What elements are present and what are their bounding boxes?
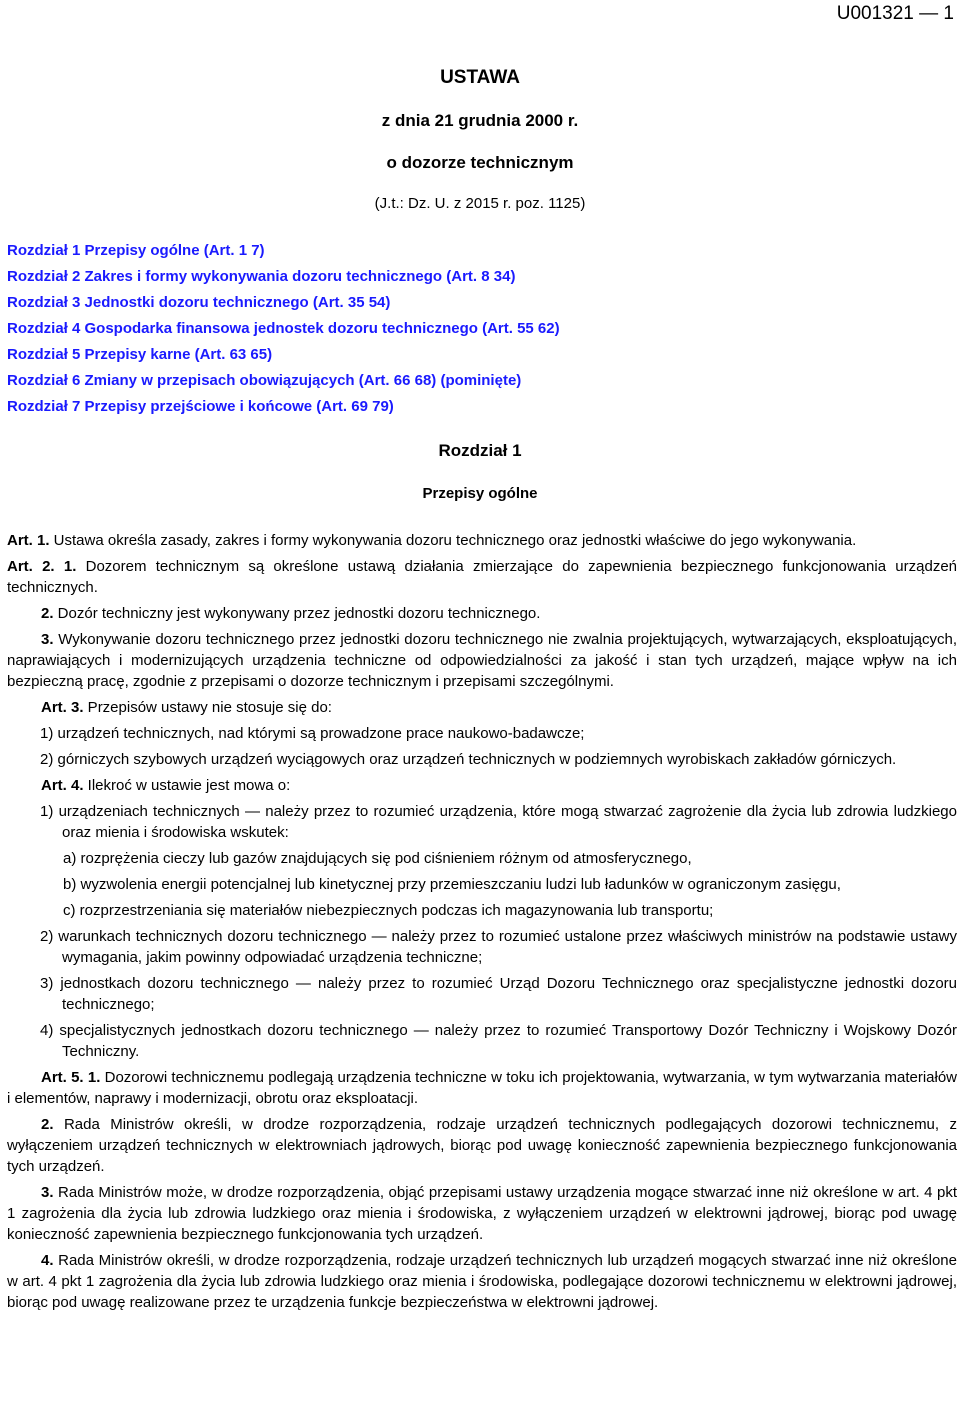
article-2-par-3: 3. Wykonywanie dozoru technicznego przez jednostki dozoru technicznego nie zwalnia projektujących, wytwarzających, eksploatujących, naprawiających i modernizujących urządzenia techniczne od odpowiedzialności za jakość i stan tych urządzeń, mające wpływ na ich bezpieczną pracę, zgodnie z przepisami o dozorze technicznym i przepisami szczególnymi.: [7, 631, 957, 690]
article-4: Art. 4. Ilekroć w ustawie jest mowa o:: [41, 777, 291, 794]
toc-link-chapter-5[interactable]: Rozdział 5 Przepisy karne (Art. 63 65): [7, 346, 273, 363]
table-of-contents: [7, 238, 957, 420]
article-4-point-3: 3) jednostkach dozoru technicznego — należy przez to rozumieć Urząd Dozoru Technicznego oraz specjalistyczne jednostki dozoru technicznego;: [40, 975, 957, 1013]
document-date: z dnia 21 grudnia 2000 r.: [381, 111, 579, 130]
article-2-par-2: 2. Dozór techniczny jest wykonywany przez jednostki dozoru technicznego.: [41, 605, 541, 622]
toc-link-chapter-6[interactable]: Rozdział 6 Zmiany w przepisach obowiązujących (Art. 66 68) (pominięte): [7, 372, 522, 389]
article-3-point-1: 1) urządzeń technicznych, nad którymi są prowadzone prace naukowo-badawcze;: [40, 725, 585, 742]
article-4-point-2: 2) warunkach technicznych dozoru technicznego — należy przez to rozumieć ustalone przez właściwych ministrów na podstawie ustawy wymagania, jakim powinny odpowiadać urządzenia techniczne;: [40, 928, 957, 966]
toc-link-chapter-3[interactable]: Rozdział 3 Jednostki dozoru technicznego (Art. 35 54): [7, 294, 391, 311]
toc-link-chapter-2[interactable]: Rozdział 2 Zakres i formy wykonywania dozoru technicznego (Art. 8 34): [7, 268, 516, 285]
article-2-par-1: Art. 2. 1. Dozorem technicznym są określone ustawą działania zmierzające do zapewnienia bezpiecznego funkcjonowania urządzeń technicznych.: [7, 558, 958, 596]
document-title: o dozorze technicznym: [386, 153, 574, 172]
document-type: USTAWA: [440, 67, 520, 88]
article-4-point-1-b: b) wyzwolenia energii potencjalnej lub kinetycznej przy przemieszczaniu ludzi lub ładunków w ograniczonym zasięgu,: [63, 876, 841, 893]
article-3-point-2: 2) górniczych szybowych urządzeń wyciągowych oraz urządzeń technicznych w podziemnych wyrobiskach zakładów górniczych.: [40, 751, 897, 768]
chapter-name: Przepisy ogólne: [422, 485, 538, 502]
toc-link-chapter-7[interactable]: Rozdział 7 Przepisy przejściowe i końcowe (Art. 69 79): [7, 398, 394, 415]
article-4-point-1-a: a) rozprężenia cieczy lub gazów znajdujących się pod ciśnieniem różnym od atmosferycznego,: [63, 850, 692, 867]
consolidated-text-reference: (J.t.: Dz. U. z 2015 r. poz. 1125): [374, 195, 586, 212]
chapter-number: Rozdział 1: [438, 441, 522, 460]
toc-link-chapter-4[interactable]: Rozdział 4 Gospodarka finansowa jednostek dozoru technicznego (Art. 55 62): [7, 320, 560, 337]
article-4-point-4: 4) specjalistycznych jednostkach dozoru technicznego — należy przez to rozumieć Transportowy Dozór Techniczny i Wojskowy Dozór Techniczny.: [40, 1022, 957, 1060]
article-5-par-4: 4. Rada Ministrów określi, w drodze rozporządzenia, rodzaje urządzeń technicznych lub urządzeń mogących stwarzać inne niż określone w art. 4 pkt 1 zagrożenia dla życia lub zdrowia ludzkiego oraz mienia i środowiska, podlegające dozorowi technicznemu w elektrowni jądrowej, biorąc pod uwagę realizowane przez te urządzenia funkcje bezpieczeństwa w elektrowni jądrowej.: [7, 1252, 957, 1311]
article-4-point-1-c: c) rozprzestrzeniania się materiałów niebezpiecznych podczas ich magazynowania lub transportu;: [63, 902, 714, 919]
document-body: [7, 530, 957, 1318]
article-5-par-1: Art. 5. 1. Dozorowi technicznemu podlegają urządzenia techniczne w toku ich projektowania, wytwarzania, w tym wytwarzania materiałów i elementów, naprawy i modernizacji, obrotu oraz eksploatacji.: [7, 1069, 958, 1107]
article-3: Art. 3. Przepisów ustawy nie stosuje się do:: [41, 699, 332, 716]
article-5-par-2: 2. Rada Ministrów określi, w drodze rozporządzenia, rodzaje urządzeń technicznych podlegających dozorowi technicznemu, z wyłączeniem urządzeń technicznych w elektrowniach jądrowych, biorąc pod uwagę konieczność zapewnienia bezpiecznego funkcjonowania tych urządzeń.: [7, 1116, 957, 1175]
page-identifier: U001321 — 1: [836, 3, 954, 24]
article-4-point-1: 1) urządzeniach technicznych — należy przez to rozumieć urządzenia, które mogą stwarzać zagrożenie dla życia lub zdrowia ludzkiego oraz mienia i środowiska wskutek:: [40, 803, 957, 841]
article-5-par-3: 3. Rada Ministrów może, w drodze rozporządzenia, objąć przepisami ustawy urządzenia mogące stwarzać inne niż określone w art. 4 pkt 1 zagrożenia dla życia lub zdrowia ludzkiego oraz mienia i środowiska, z wyłączeniem urządzeń w elektrowni jądrowej, biorąc pod uwagę konieczność zapewnienia bezpiecznego funkcjonowania tych urządzeń.: [7, 1184, 957, 1243]
article-1: Art. 1. Ustawa określa zasady, zakres i formy wykonywania dozoru technicznego oraz jednostki właściwe do jego wykonywania.: [7, 532, 857, 549]
toc-link-chapter-1[interactable]: Rozdział 1 Przepisy ogólne (Art. 1 7): [7, 242, 265, 259]
